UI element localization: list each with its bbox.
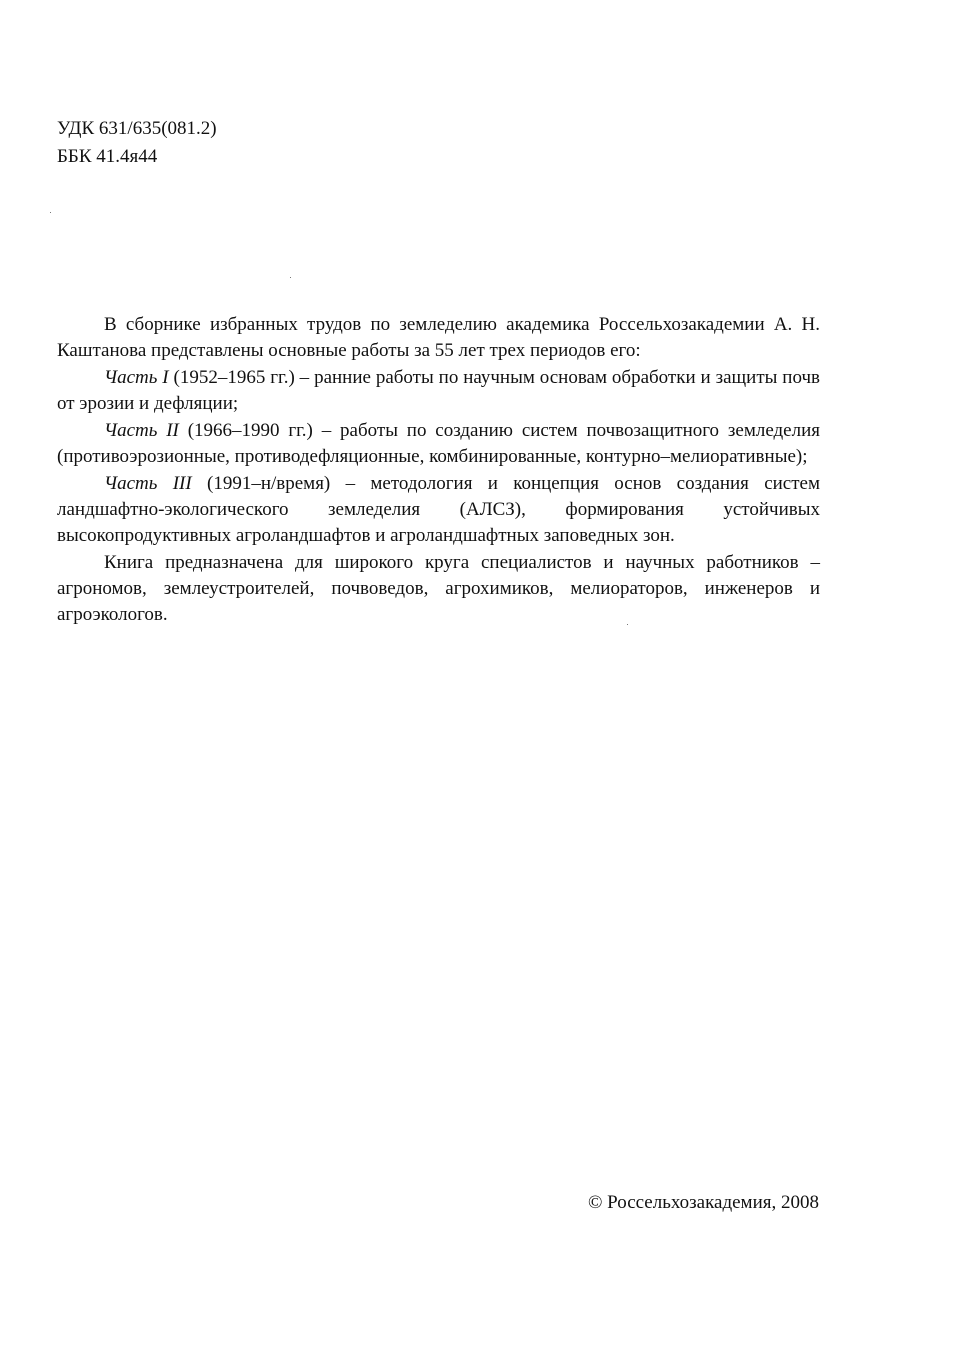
part-3-text: (1991–н/время) – методология и концепция основ создания систем ландшафтно-экологического земледелия (АЛСЗ), формирования устойчивых высокопродуктивных агроландшафтов и агроландшафтных заповедных зон.	[57, 473, 821, 546]
copyright-notice: © Россельхозакадемия, 2008	[587, 1192, 819, 1213]
part-2-label: Часть II	[104, 420, 179, 442]
book-annotation	[57, 312, 820, 629]
part-1-label: Часть I	[104, 367, 169, 389]
annotation-audience: Книга предназначена для широкого круга специалистов и научных работников – агрономов, землеустроителей, почвоведов, агрохимиков, мелиораторов, инженеров и агроэкологов.	[57, 552, 820, 625]
annotation-part-2	[57, 418, 820, 470]
part-2-text: (1966–1990 гг.) – работы по созданию систем почвозащитного земледелия (противоэрозионные, противодефляционные, комбинированные, контурно–мелиоративные);	[57, 420, 820, 467]
annotation-part-1	[57, 365, 820, 417]
annotation-intro: В сборнике избранных трудов по земледелию академика Россельхозакадемии А. Н. Каштанова представлены основные работы за 55 лет трех периодов его:	[57, 314, 820, 361]
bbk-code: ББК 41.4я44	[57, 146, 158, 167]
scan-speck	[50, 212, 51, 213]
udk-code: УДК 631/635(081.2)	[57, 118, 217, 139]
annotation-part-3	[57, 471, 820, 548]
part-1-text: (1952–1965 гг.) – ранние работы по научным основам обработки и защиты почв от эрозии и дефляции;	[57, 367, 820, 414]
scan-speck	[290, 277, 291, 278]
part-3-label: Часть III	[104, 473, 192, 495]
classification-codes	[57, 115, 217, 171]
